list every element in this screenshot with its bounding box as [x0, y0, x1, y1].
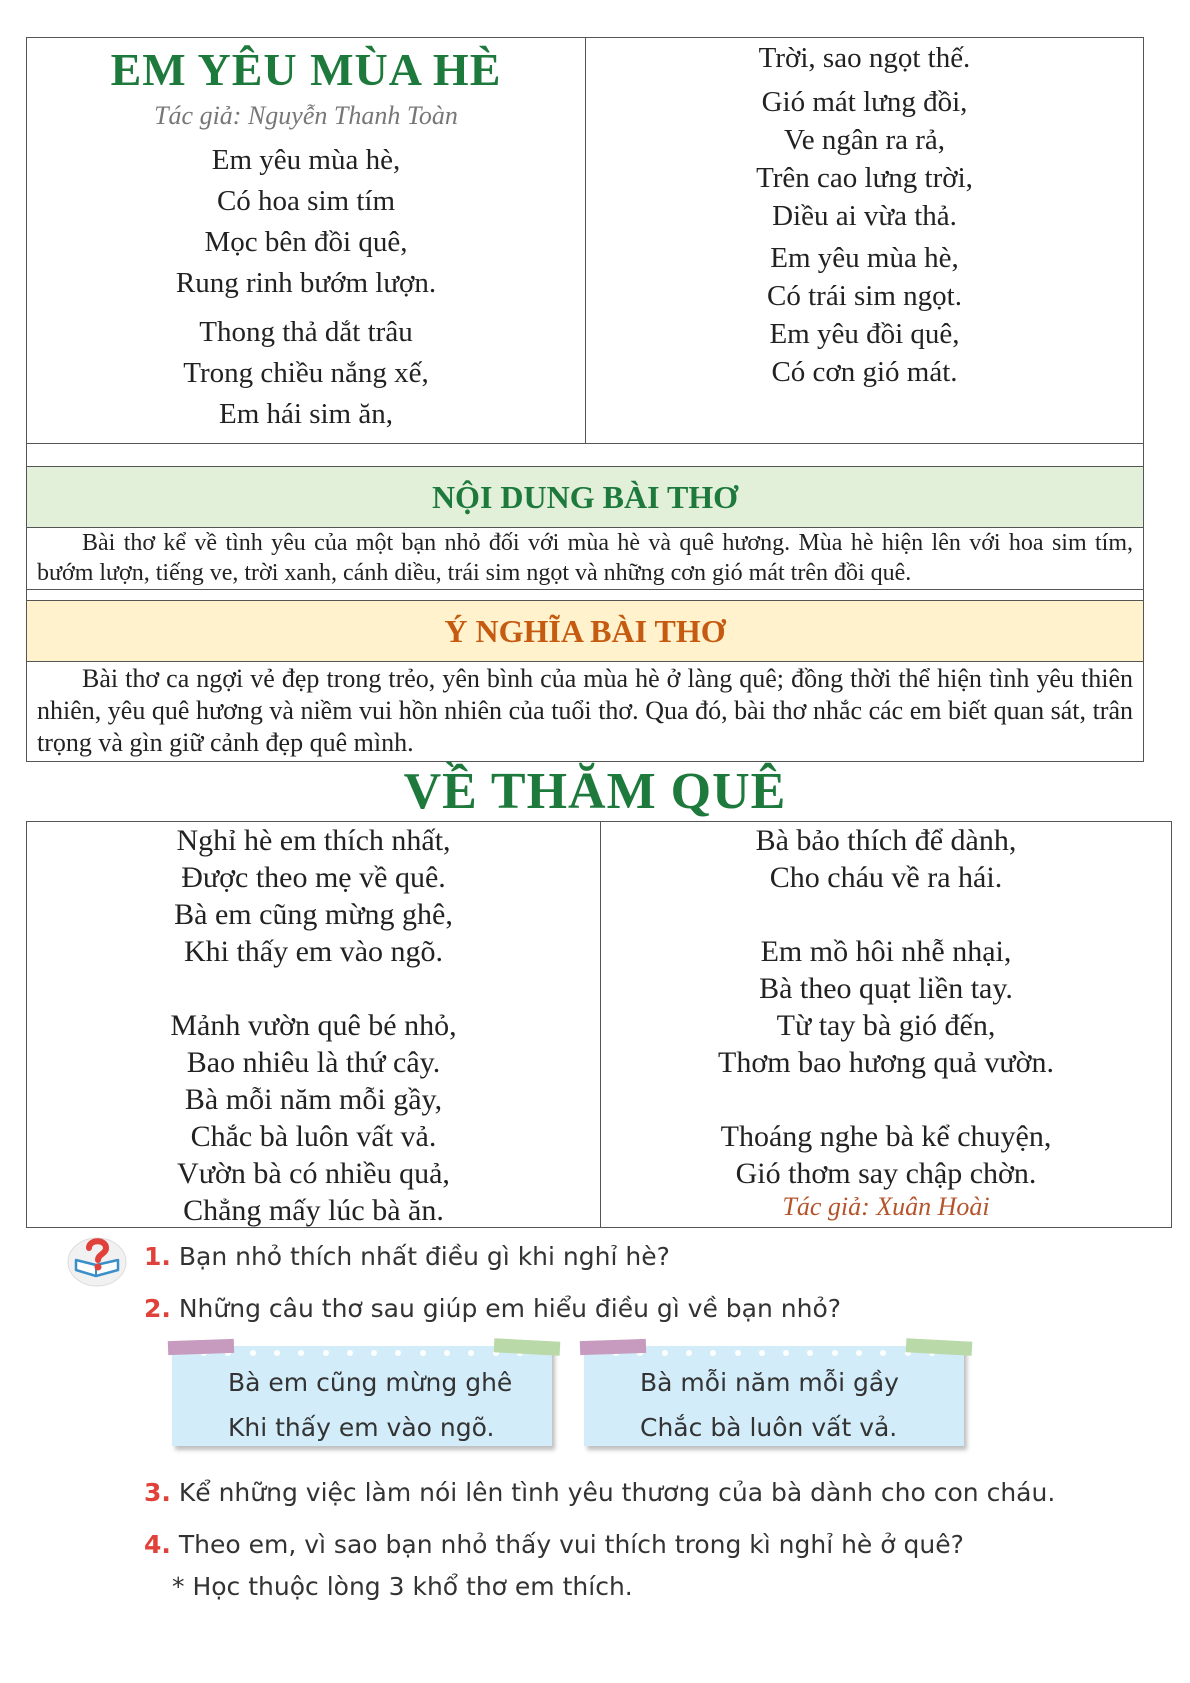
tape-decoration: [580, 1339, 646, 1355]
poem-line: Chẳng mấy lúc bà ăn.: [183, 1194, 444, 1227]
table-spacer-row: [26, 590, 1144, 600]
poem-line: Vườn bà có nhiều quả,: [177, 1157, 450, 1190]
noi-dung-text: Bài thơ kể về tình yêu của một bạn nhỏ đối với mùa hè và quê hương. Mùa hè hiện lên với hoa sim tím, bướm lượn, tiếng ve, trời xanh, cánh diều, trái sim ngọt và những cơn gió mát trên đồi quê.: [26, 528, 1144, 590]
poem-line: Diều ai vừa thả.: [772, 200, 957, 232]
poem-line: Bà em cũng mừng ghê,: [174, 898, 453, 931]
stanza-gap: [601, 1081, 1171, 1118]
poem-line: Trong chiều nắng xế,: [183, 357, 429, 389]
question-2: [144, 1294, 841, 1323]
poem1-table: [26, 37, 1144, 444]
poem2-table: [26, 821, 1172, 1228]
poem-line: Em hái sim ăn,: [219, 398, 393, 430]
question-number: 4.: [144, 1530, 171, 1559]
poem-line: Thong thả dắt trâu: [199, 316, 413, 348]
question-text: Những câu thơ sau giúp em hiểu điều gì về bạn nhỏ?: [178, 1294, 842, 1323]
poem-line: Gió mát lưng đồi,: [761, 86, 968, 118]
stanza-gap: [601, 896, 1171, 933]
poem-line: Bao nhiêu là thứ cây.: [186, 1046, 441, 1079]
poem2-right-column: [601, 822, 1171, 1227]
poem-line: Bà bảo thích để dành,: [755, 824, 1017, 857]
poem1-stanza: [586, 83, 1143, 235]
poem-line: Nghỉ hè em thích nhất,: [176, 824, 451, 857]
poem-line: Thoáng nghe bà kể chuyện,: [720, 1120, 1052, 1153]
poem-line: Ve ngân ra rả,: [783, 124, 946, 156]
poem-line: Trên cao lưng trời,: [756, 162, 973, 194]
question-text: Theo em, vì sao bạn nhỏ thấy vui thích trong kì nghỉ hè ở quê?: [178, 1530, 964, 1559]
poem-line: Rung rinh bướm lượn.: [175, 267, 437, 299]
poem-line: Mảnh vườn quê bé nhỏ,: [170, 1009, 457, 1042]
question-number: 1.: [144, 1242, 171, 1271]
poem1-stanza: [586, 38, 1143, 79]
poem1-title: EM YÊU MÙA HÈ: [110, 44, 502, 95]
noi-dung-heading: NỘI DUNG BÀI THƠ: [26, 466, 1144, 528]
poem1-stanza: [27, 312, 585, 435]
poem-line: Từ tay bà gió đến,: [776, 1009, 996, 1042]
note-line: Khi thấy em vào ngõ.: [228, 1413, 495, 1442]
question-book-icon: [66, 1232, 128, 1288]
poem1-right-column: [586, 38, 1143, 443]
question-text: Bạn nhỏ thích nhất điều gì khi nghỉ hè?: [178, 1242, 670, 1271]
poem1-author: Tác giả: Nguyễn Thanh Toàn: [154, 101, 458, 130]
poem1-left-column: [27, 38, 586, 443]
question-number: 2.: [144, 1294, 171, 1323]
poem-line: Có trái sim ngọt.: [767, 280, 962, 312]
poem-line: Trời, sao ngọt thế.: [758, 42, 971, 74]
poem-line: Bà theo quạt liền tay.: [759, 972, 1013, 1005]
note-line: Chắc bà luôn vất vả.: [640, 1413, 898, 1442]
poem-line: Có hoa sim tím: [216, 185, 396, 217]
poem-line: Bà mỗi năm mỗi gầy,: [184, 1083, 443, 1116]
poem-line: Khi thấy em vào ngõ.: [183, 935, 444, 968]
y-nghia-heading: Ý NGHĨA BÀI THƠ: [26, 600, 1144, 662]
question-number: 3.: [144, 1478, 171, 1507]
poem2-left-column: [27, 822, 601, 1227]
poem-line: Thơm bao hương quả vườn.: [718, 1046, 1054, 1079]
poem2-author: Tác giả: Xuân Hoài: [782, 1192, 990, 1221]
poem-line: Em yêu đồi quê,: [769, 318, 960, 350]
quote-note-1: [172, 1346, 552, 1446]
poem-line: Được theo mẹ về quê.: [181, 861, 446, 894]
table-spacer-row: [26, 444, 1144, 466]
poem2-title: VỀ THĂM QUÊ: [403, 763, 787, 820]
question-text: Kể những việc làm nói lên tình yêu thương của bà dành cho con cháu.: [178, 1478, 1056, 1507]
question-3: [144, 1478, 1055, 1507]
question-1: [144, 1242, 670, 1271]
stanza-gap: [27, 970, 600, 1007]
poem1-stanza: [586, 239, 1143, 391]
poem-line: Em yêu mùa hè,: [211, 144, 401, 176]
note-line: Bà em cũng mừng ghê: [228, 1368, 513, 1397]
poem1-stanza: [27, 140, 585, 304]
poem-line: Cho cháu về ra hái.: [769, 861, 1003, 894]
note-line: Bà mỗi năm mỗi gầy: [640, 1368, 899, 1397]
y-nghia-text: Bài thơ ca ngợi vẻ đẹp trong trẻo, yên bình của mùa hè ở làng quê; đồng thời thể hiện tình yêu thiên nhiên, yêu quê hương và niềm vui hồn nhiên của tuổi thơ. Qua đó, bài thơ nhắc các em biết quan sát, trân trọng và gìn giữ cảnh đẹp quê mình.: [26, 662, 1144, 762]
poem-line: Chắc bà luôn vất vả.: [190, 1120, 437, 1153]
question-4: [144, 1530, 964, 1559]
quote-note-2: [584, 1346, 964, 1446]
poem-line: Có cơn gió mát.: [771, 356, 958, 388]
poem-line: Mọc bên đồi quê,: [204, 226, 408, 258]
poem-line: Em mồ hôi nhễ nhại,: [760, 935, 1012, 968]
tape-decoration: [168, 1339, 234, 1355]
memorize-note: * Học thuộc lòng 3 khổ thơ em thích.: [172, 1572, 633, 1601]
poem-line: Em yêu mùa hè,: [770, 242, 959, 274]
poem-line: Gió thơm say chập chờn.: [735, 1157, 1037, 1190]
